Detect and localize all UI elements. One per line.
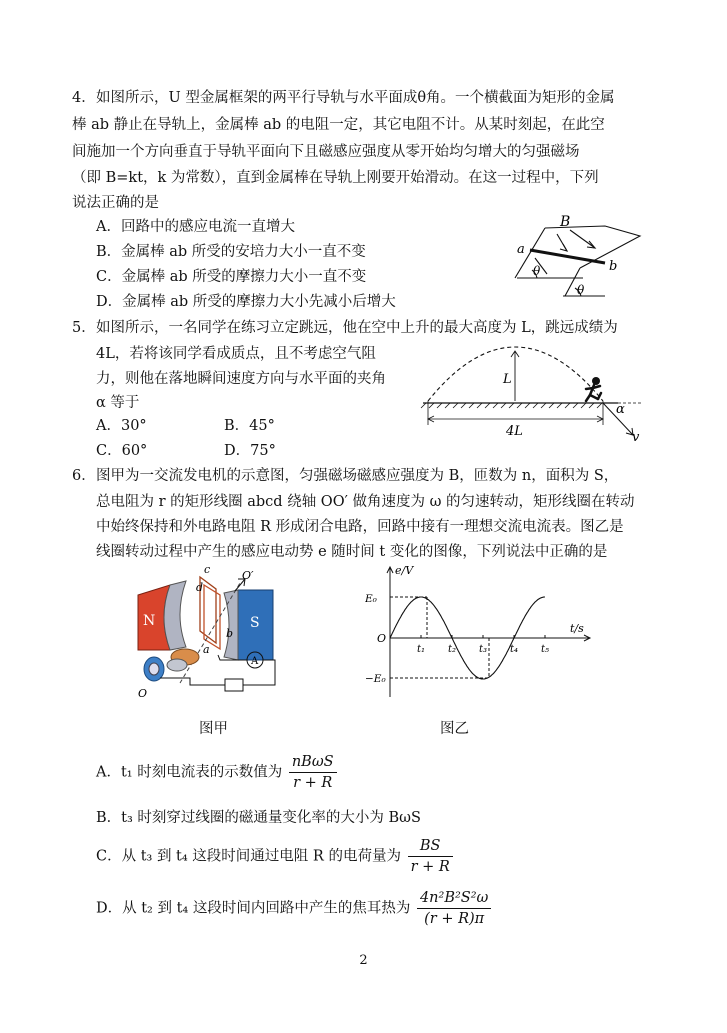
q6-option-c-numerator: BS — [408, 836, 453, 857]
figure-yi-chart — [365, 562, 605, 702]
q4-fig-theta1: θ — [533, 264, 541, 278]
q6-option-d-numerator: 4n²B²S²ω — [417, 888, 491, 909]
q5-option-b: B．45° — [224, 418, 275, 434]
figure-jia-generator — [130, 565, 295, 710]
chart-ytick-neg-e0: −E₀ — [365, 673, 386, 685]
q4-fig-a-end: a — [517, 242, 525, 257]
q6-option-a-denominator: r + R — [293, 775, 333, 791]
fig-jia-s-pole: S — [250, 615, 260, 631]
q4-line3: 间施加一个方向垂直于导轨平面向下且磁感应强度从零开始均匀增大的匀强磁场 — [72, 144, 580, 160]
chart-xtick-label: t₁ — [417, 644, 426, 655]
q6-option-c-denominator: r + R — [410, 859, 450, 875]
chart-xtick-label: t₂ — [448, 644, 457, 655]
fig-jia-n-pole: N — [143, 613, 156, 629]
q5-line4: α 等于 — [96, 395, 140, 411]
q4-line2: 棒 ab 静止在导轨上，金属棒 ab 的电阻一定，其它电阻不计。从某时刻起，在此空 — [72, 117, 605, 133]
q4-option-c: C．金属棒 ab 所受的摩擦力大小一直不变 — [96, 269, 367, 285]
q6-option-c — [96, 836, 453, 877]
q5-figure-jump — [418, 343, 658, 443]
q6-option-a-fraction — [289, 752, 337, 793]
q6-option-c-text: C．从 t₃ 到 t₄ 这段时间通过电阻 R 的电荷量为 — [96, 848, 401, 865]
q4-option-d: D．金属棒 ab 所受的摩擦力大小先减小后增大 — [96, 294, 396, 310]
q4-number: 4． — [72, 90, 96, 106]
chart-ytick-e0: E₀ — [365, 593, 377, 605]
q5-fig-alpha-label: α — [616, 402, 625, 417]
q6-line3: 中始终保持和外电路电阻 R 形成闭合电路，回路中接有一理想交流电流表。图乙是 — [96, 519, 624, 535]
q4-fig-b-end: b — [609, 259, 618, 274]
q6-option-a — [96, 752, 337, 793]
fig-jia-c: c — [204, 565, 211, 576]
page-number: 2 — [359, 953, 368, 968]
q4-line5: 说法正确的是 — [72, 195, 159, 211]
q4-line1: 如图所示，U 型金属框架的两平行导轨与水平面成θ角。一个横截面为矩形的金属 — [96, 90, 615, 106]
q4-option-b: B．金属棒 ab 所受的安培力大小一直不变 — [96, 244, 366, 260]
fig-jia-d: d — [196, 581, 204, 594]
q5-option-c: C．60° — [96, 443, 148, 459]
q6-option-d — [96, 888, 491, 929]
q4-option-a: A．回路中的感应电流一直增大 — [96, 219, 295, 235]
q6-number: 6． — [72, 468, 96, 484]
fig-jia-o: O — [138, 687, 148, 700]
q5-line1: 如图所示，一名同学在练习立定跳远，他在空中上升的最大高度为 L，跳远成绩为 — [96, 320, 618, 336]
fig-jia-ammeter: A — [251, 656, 259, 667]
q6-line2: 总电阻为 r 的矩形线圈 abcd 绕轴 OO′ 做角速度为 ω 的匀速转动，矩形线圈在转动 — [96, 494, 635, 510]
q6-option-a-numerator: nBωS — [289, 752, 337, 773]
chart-xtick-label: t₅ — [541, 644, 550, 655]
chart-ylabel: e/V — [395, 564, 414, 577]
chart-origin: O — [377, 632, 387, 645]
q4-fig-b-label: B — [560, 214, 571, 230]
q5-fig-4l-label: 4L — [506, 424, 523, 439]
q5-option-d: D．75° — [224, 443, 276, 459]
fig-jia-b: b — [226, 627, 234, 640]
chart-xlabel: t/s — [570, 622, 584, 635]
q5-line2: 4L，若将该同学看成质点，且不考虑空气阻 — [96, 346, 376, 362]
q5-fig-v-label: v — [632, 430, 640, 443]
q6-option-c-fraction — [408, 836, 453, 877]
q6-option-b: B．t₃ 时刻穿过线圈的磁通量变化率的大小为 BωS — [96, 810, 421, 826]
caption-yi: 图乙 — [440, 721, 469, 737]
q6-option-d-fraction — [417, 888, 491, 929]
fig-jia-a: a — [203, 643, 210, 656]
q4-fig-theta2: θ — [577, 283, 585, 297]
q5-line3: 力，则他在落地瞬间速度方向与水平面的夹角 — [96, 371, 386, 387]
q4-line4: （即 B=kt，k 为常数），直到金属棒在导轨上刚要开始滑动。在这一过程中，下列 — [72, 170, 599, 186]
chart-xtick-label: t₄ — [510, 644, 519, 655]
q5-fig-l-label: L — [503, 372, 512, 387]
q5-number: 5． — [72, 320, 96, 336]
q6-option-d-denominator: (r + R)π — [424, 911, 485, 927]
q5-option-a: A．30° — [96, 418, 147, 434]
q6-option-a-text: A．t₁ 时刻电流表的示数值为 — [96, 764, 283, 781]
q4-figure-rails — [505, 208, 655, 303]
fig-jia-oprime: O′ — [242, 569, 254, 582]
caption-jia: 图甲 — [199, 721, 228, 737]
q6-option-d-text: D．从 t₂ 到 t₄ 这段时间内回路中产生的焦耳热为 — [96, 900, 411, 917]
q6-line1: 图甲为一交流发电机的示意图，匀强磁场磁感应强度为 B，匝数为 n，面积为 S， — [96, 468, 619, 484]
chart-xtick-label: t₃ — [479, 644, 488, 655]
q6-line4: 线圈转动过程中产生的感应电动势 e 随时间 t 变化的图像，下列说法中正确的是 — [96, 544, 608, 560]
